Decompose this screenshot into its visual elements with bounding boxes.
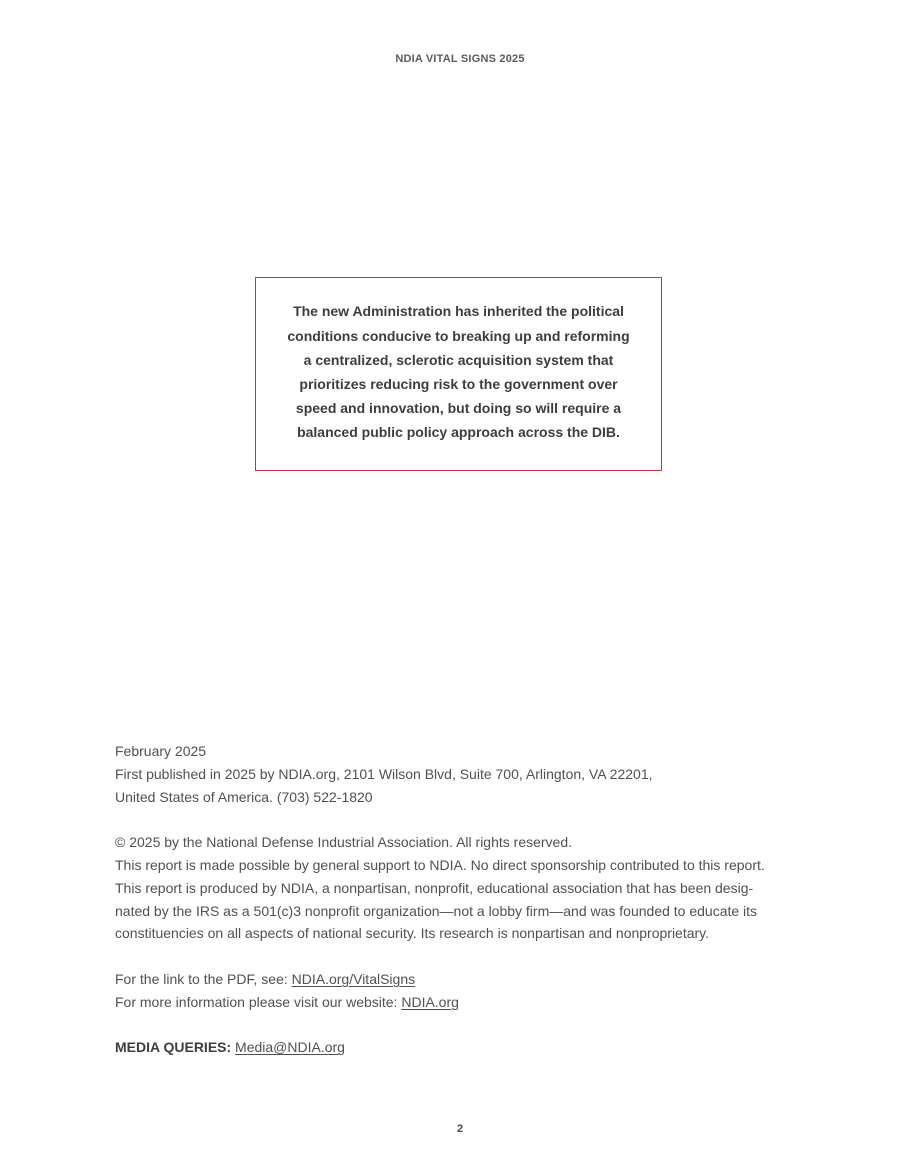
media-email-link[interactable]: Media@NDIA.org [235, 1039, 345, 1056]
page-number: 2 [456, 1123, 464, 1135]
media-queries-line [115, 1036, 815, 1059]
support-statement: This report is made possible by general support to NDIA. No direct sponsorship contributed to this report. [115, 856, 765, 873]
produced-by-line-1: This report is produced by NDIA, a nonpartisan, nonprofit, educational association that has been desig- [115, 879, 754, 896]
pdf-link-line [115, 968, 815, 991]
website-link-line [115, 991, 815, 1014]
website-link-prefix: For more information please visit our website: [115, 993, 402, 1010]
produced-by-line-3: constituencies on all aspects of national security. Its research is nonpartisan and nonproprietary. [115, 925, 710, 942]
imprint-block [115, 740, 815, 1059]
pdf-link[interactable]: NDIA.org/VitalSigns [291, 970, 416, 987]
running-header: NDIA VITAL SIGNS 2025 [395, 53, 525, 65]
produced-by-line-2: nated by the IRS as a 501(c)3 nonprofit organization—not a lobby firm—and was founded to educate its [115, 902, 758, 919]
published-by-line-1: First published in 2025 by NDIA.org, 2101 Wilson Blvd, Suite 700, Arlington, VA 22201, [115, 765, 653, 782]
publication-date: February 2025 [115, 743, 207, 759]
copyright-notice: © 2025 by the National Defense Industrial Association. All rights reserved. [115, 834, 573, 851]
media-queries-label: MEDIA QUERIES: [115, 1039, 232, 1056]
website-link[interactable]: NDIA.org [401, 993, 459, 1010]
pull-quote-text: The new Administration has inherited the political conditions conducive to breaking up and reforming a centralized, sclerotic acquisition system that prioritizes reducing risk to the government over speed and innovation, but doing so will require a balanced public policy approach across the DIB. [287, 303, 630, 441]
pull-quote-box [255, 277, 662, 471]
pdf-link-prefix: For the link to the PDF, see: [115, 970, 292, 987]
published-by-line-2: United States of America. (703) 522-1820 [115, 788, 373, 805]
